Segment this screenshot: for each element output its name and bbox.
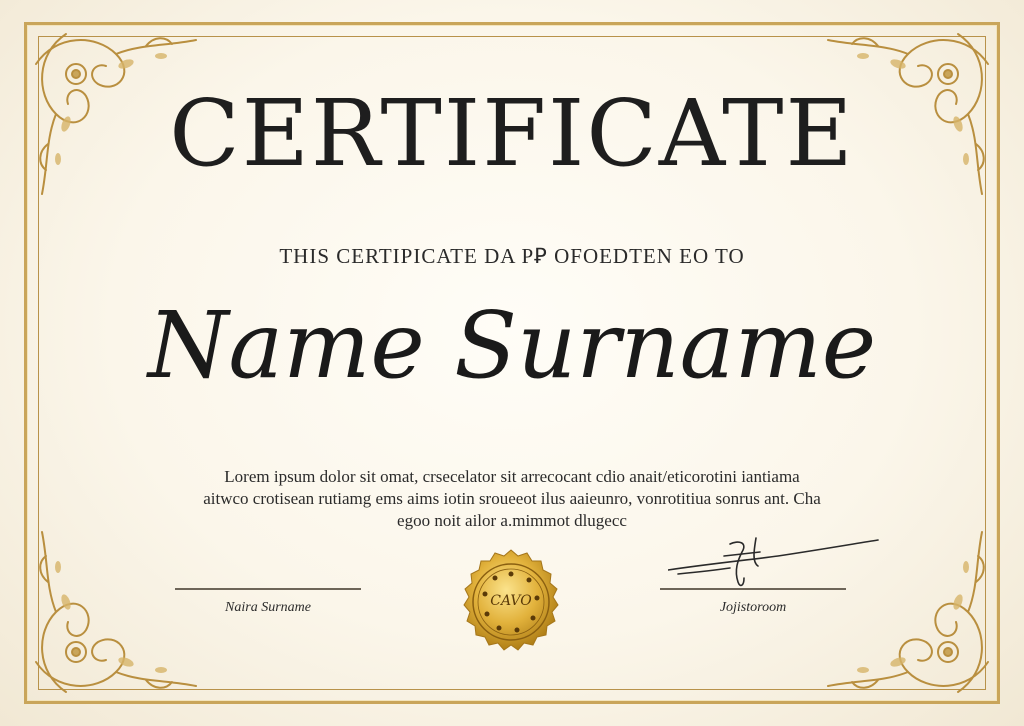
body-line: egoo noit ailor a.mimmot dlugecc: [397, 511, 627, 530]
certificate-title: CERTIFICATE: [169, 80, 855, 187]
left-signature-line: [175, 588, 361, 590]
certificate-body: [150, 466, 874, 532]
right-signature-line: [660, 588, 846, 590]
right-signature-label: Jojistoroom: [719, 600, 787, 615]
certificate-subtitle: THIS CERTIPICATE DA PꝐ OFOEDTEN EO TO: [279, 244, 745, 268]
handwritten-signature: [668, 530, 883, 600]
seal-text: CAVO: [490, 593, 532, 609]
body-line: aitwco crotisean rutiamg ems aims iotin sroueeot ilus aaieunro, vonrotitiua sonrus ant. Cha: [203, 489, 821, 508]
body-line: Lorem ipsum dolor sit omat, crsecelator sit arrecocant cdio anait/eticorotini iantiama: [224, 467, 800, 486]
left-signature-label: Naira Surname: [225, 600, 311, 615]
recipient-name: Name Surname: [147, 292, 877, 399]
